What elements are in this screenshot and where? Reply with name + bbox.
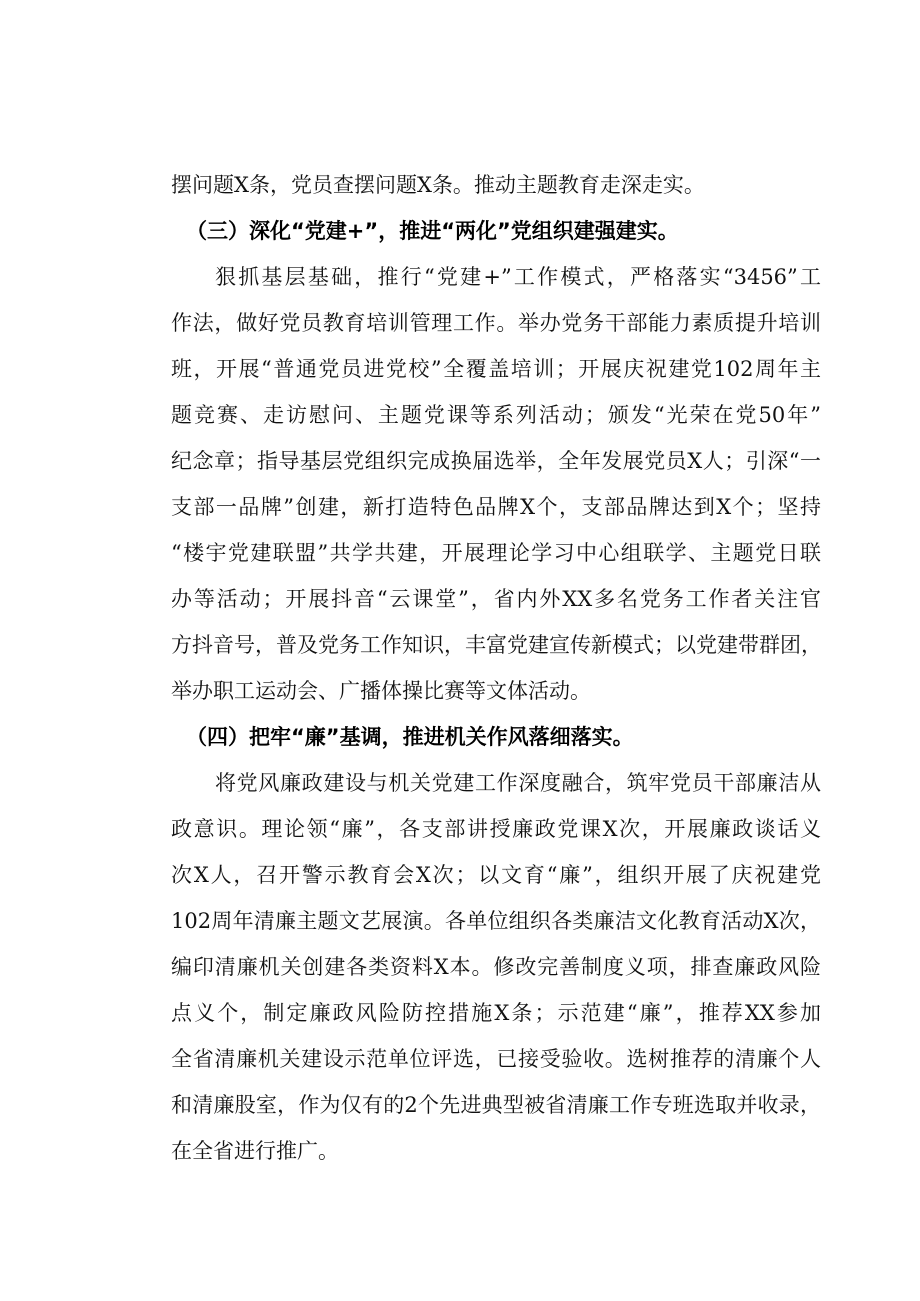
paragraph-line: 方抖音号，普及党务工作知识，丰富党建宣传新模式；以党建带群团， — [171, 633, 822, 657]
section-heading-3: （三）深化“党建+”，推进“两化”党组织建强建实。 — [186, 219, 679, 243]
paragraph-line: 举办职工运动会、广播体操比赛等文体活动。 — [171, 679, 591, 703]
paragraph-line: “楼宇党建联盟”共学共建，开展理论学习中心组联学、主题党日联 — [171, 541, 821, 565]
paragraph-line: 102周年清廉主题文艺展演。各单位组织各类廉洁文化教育活动X次， — [171, 909, 821, 933]
paragraph-line: 全省清廉机关建设示范单位评选，已接受验收。选树推荐的清廉个人 — [171, 1047, 821, 1071]
paragraph-line: 次X人，召开警示教育会X次；以文育“廉”，组织开展了庆祝建党 — [171, 863, 821, 887]
paragraph-line: 纪念章；指导基层党组织完成换届选举，全年发展党员X人；引深“一 — [171, 449, 821, 473]
paragraph-line: 在全省进行推广。 — [171, 1139, 339, 1163]
paragraph-line: 点义个，制定廉政风险防控措施X条；示范建“廉”，推荐XX参加 — [171, 1001, 821, 1025]
paragraph-line: 狠抓基层基础，推行“党建+”工作模式，严格落实“3456”工 — [215, 265, 821, 289]
section-heading-4: （四）把牢“廉”基调，推进机关作风落细落实。 — [186, 725, 634, 749]
paragraph-line: 将党风廉政建设与机关党建工作深度融合，筑牢党员干部廉洁从 — [215, 771, 821, 795]
paragraph-line: 编印清廉机关创建各类资料X本。修改完善制度义项，排查廉政风险 — [171, 955, 821, 979]
paragraph-line: 作法，做好党员教育培训管理工作。举办党务干部能力素质提升培训 — [171, 311, 821, 335]
paragraph-line: 政意识。理论领“廉”，各支部讲授廉政党课X次，开展廉政谈话义 — [171, 817, 821, 841]
paragraph-line: 办等活动；开展抖音“云课堂”，省内外XX多名党务工作者关注官 — [171, 587, 821, 611]
paragraph-line: 支部一品牌”创建，新打造特色品牌X个，支部品牌达到X个；坚持 — [171, 495, 821, 519]
paragraph-line: 和清廉股室，作为仅有的2个先进典型被省清廉工作专班选取并收录， — [171, 1093, 821, 1117]
paragraph-line: 班，开展“普通党员进党校”全覆盖培训；开展庆祝建党102周年主 — [171, 357, 821, 381]
paragraph-line: 摆问题X条，党员查摆问题X条。推动主题教育走深走实。 — [171, 173, 705, 197]
paragraph-line: 题竞赛、走访慰问、主题党课等系列活动；颁发“光荣在党50年” — [171, 403, 821, 427]
